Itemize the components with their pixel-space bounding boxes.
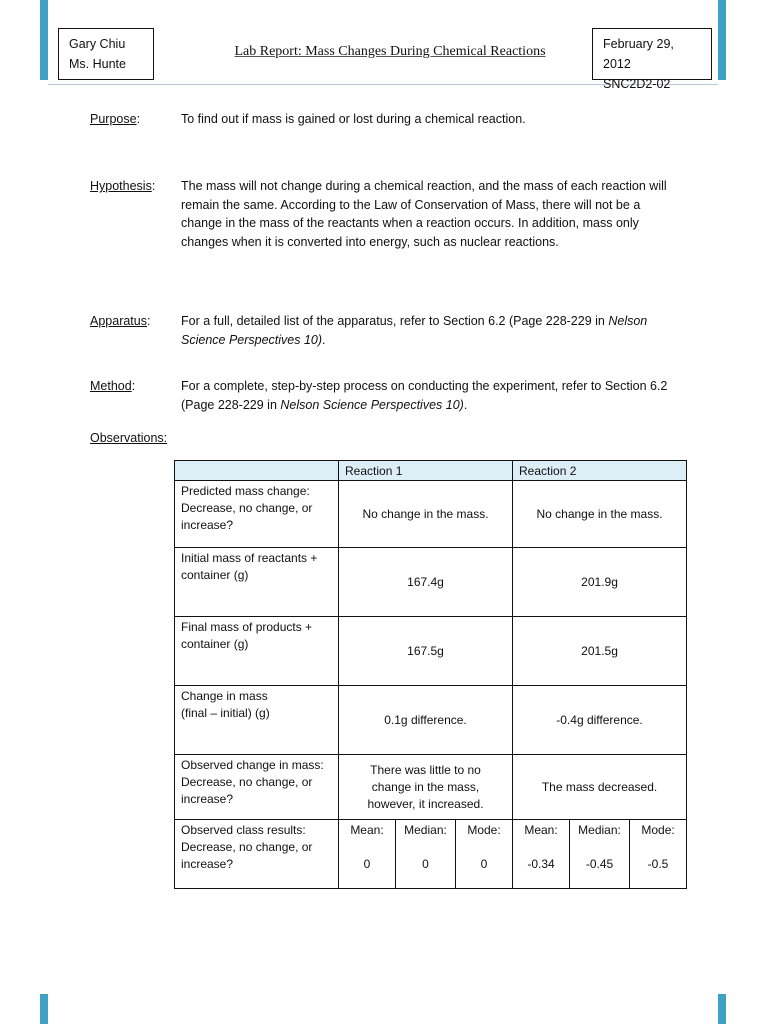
course-code: SNC2D2-02 <box>603 77 671 91</box>
table-row <box>175 820 687 889</box>
initial-mass-reaction-2: 201.9g <box>513 548 687 617</box>
change-in-mass-label-line-2: (final – initial) (g) <box>181 706 270 720</box>
purpose-text: To find out if mass is gained or lost during a chemical reaction. <box>181 112 526 126</box>
column-header-reaction-2: Reaction 2 <box>513 461 687 481</box>
table-row <box>175 548 687 617</box>
hypothesis-label: Hypothesis: <box>90 179 156 193</box>
student-name: Gary Chiu <box>69 37 126 51</box>
row-label-class-results: Observed class results: Decrease, no change, or increase? <box>175 820 339 889</box>
final-mass-reaction-2: 201.5g <box>513 617 687 686</box>
corner-accent-bottom-right <box>718 994 726 1024</box>
final-mass-reaction-1: 167.5g <box>339 617 513 686</box>
row-label-final-mass: Final mass of products + container (g) <box>175 617 339 686</box>
method-label: Method: <box>90 379 136 393</box>
predicted-change-reaction-2: No change in the mass. <box>513 481 687 548</box>
table-row <box>175 686 687 755</box>
row-label-predicted-change: Predicted mass change: Decrease, no change, or increase? <box>175 481 339 548</box>
purpose-label: Purpose: <box>90 112 141 126</box>
hypothesis-text: The mass will not change during a chemical reaction, and the mass of each reaction will remain the same. According to the Law of Conservation of Mass, there will not be a change in the mass of the reactants when a reaction occurs. In addition, mass only changes when it is converted into energy, such as nuclear reactions. <box>181 179 667 249</box>
table-row <box>175 617 687 686</box>
observed-change-reaction-2: The mass decreased. <box>513 755 687 820</box>
method-book-title: Nelson Science Perspectives 10) <box>280 397 464 412</box>
class-mode-reaction-2: Mode: -0.5 <box>630 820 687 889</box>
change-in-mass-reaction-2: -0.4g difference. <box>513 686 687 755</box>
name-box <box>58 28 154 80</box>
table-header-row <box>175 461 687 481</box>
row-label-change-in-mass <box>175 686 339 755</box>
corner-accent-top-left <box>40 0 48 80</box>
report-title: Lab Report: Mass Changes During Chemical Reactions <box>234 44 546 59</box>
observations-table <box>174 460 687 889</box>
column-header-reaction-1: Reaction 1 <box>339 461 513 481</box>
class-mean-reaction-1: Mean: 0 <box>339 820 396 889</box>
predicted-change-reaction-1: No change in the mass. <box>339 481 513 548</box>
apparatus-label: Apparatus: <box>90 314 151 328</box>
method-text: For a complete, step-by-step process on conducting the experiment, refer to Section 6.2 (Page 228-229 in Nelson Science Perspectives 10). <box>181 379 668 412</box>
row-label-initial-mass: Initial mass of reactants + container (g) <box>175 548 339 617</box>
class-mode-reaction-1: Mode: 0 <box>456 820 513 889</box>
corner-accent-bottom-left <box>40 994 48 1024</box>
class-mean-reaction-2: Mean: -0.34 <box>513 820 570 889</box>
teacher-name: Ms. Hunte <box>69 57 126 71</box>
observed-change-reaction-1: There was little to no change in the mass, however, it increased. <box>339 755 513 820</box>
corner-accent-top-right <box>718 0 726 80</box>
apparatus-book-title: Nelson Science Perspectives 10) <box>181 314 648 347</box>
report-date: February 29, 2012 <box>603 37 674 71</box>
class-median-reaction-2: Median: -0.45 <box>570 820 630 889</box>
initial-mass-reaction-1: 167.4g <box>339 548 513 617</box>
table-row <box>175 481 687 548</box>
apparatus-text: For a full, detailed list of the apparatus, refer to Section 6.2 (Page 228-229 in Nelson Science Perspectives 10). <box>181 314 648 347</box>
row-label-observed-change: Observed change in mass: Decrease, no change, or increase? <box>175 755 339 820</box>
change-in-mass-reaction-1: 0.1g difference. <box>339 686 513 755</box>
date-box <box>592 28 712 91</box>
class-median-reaction-1: Median: 0 <box>396 820 456 889</box>
table-row <box>175 755 687 820</box>
observations-label: Observations: <box>90 431 168 445</box>
change-in-mass-label-line-1: Change in mass <box>181 689 268 703</box>
table-corner-cell <box>175 461 339 481</box>
